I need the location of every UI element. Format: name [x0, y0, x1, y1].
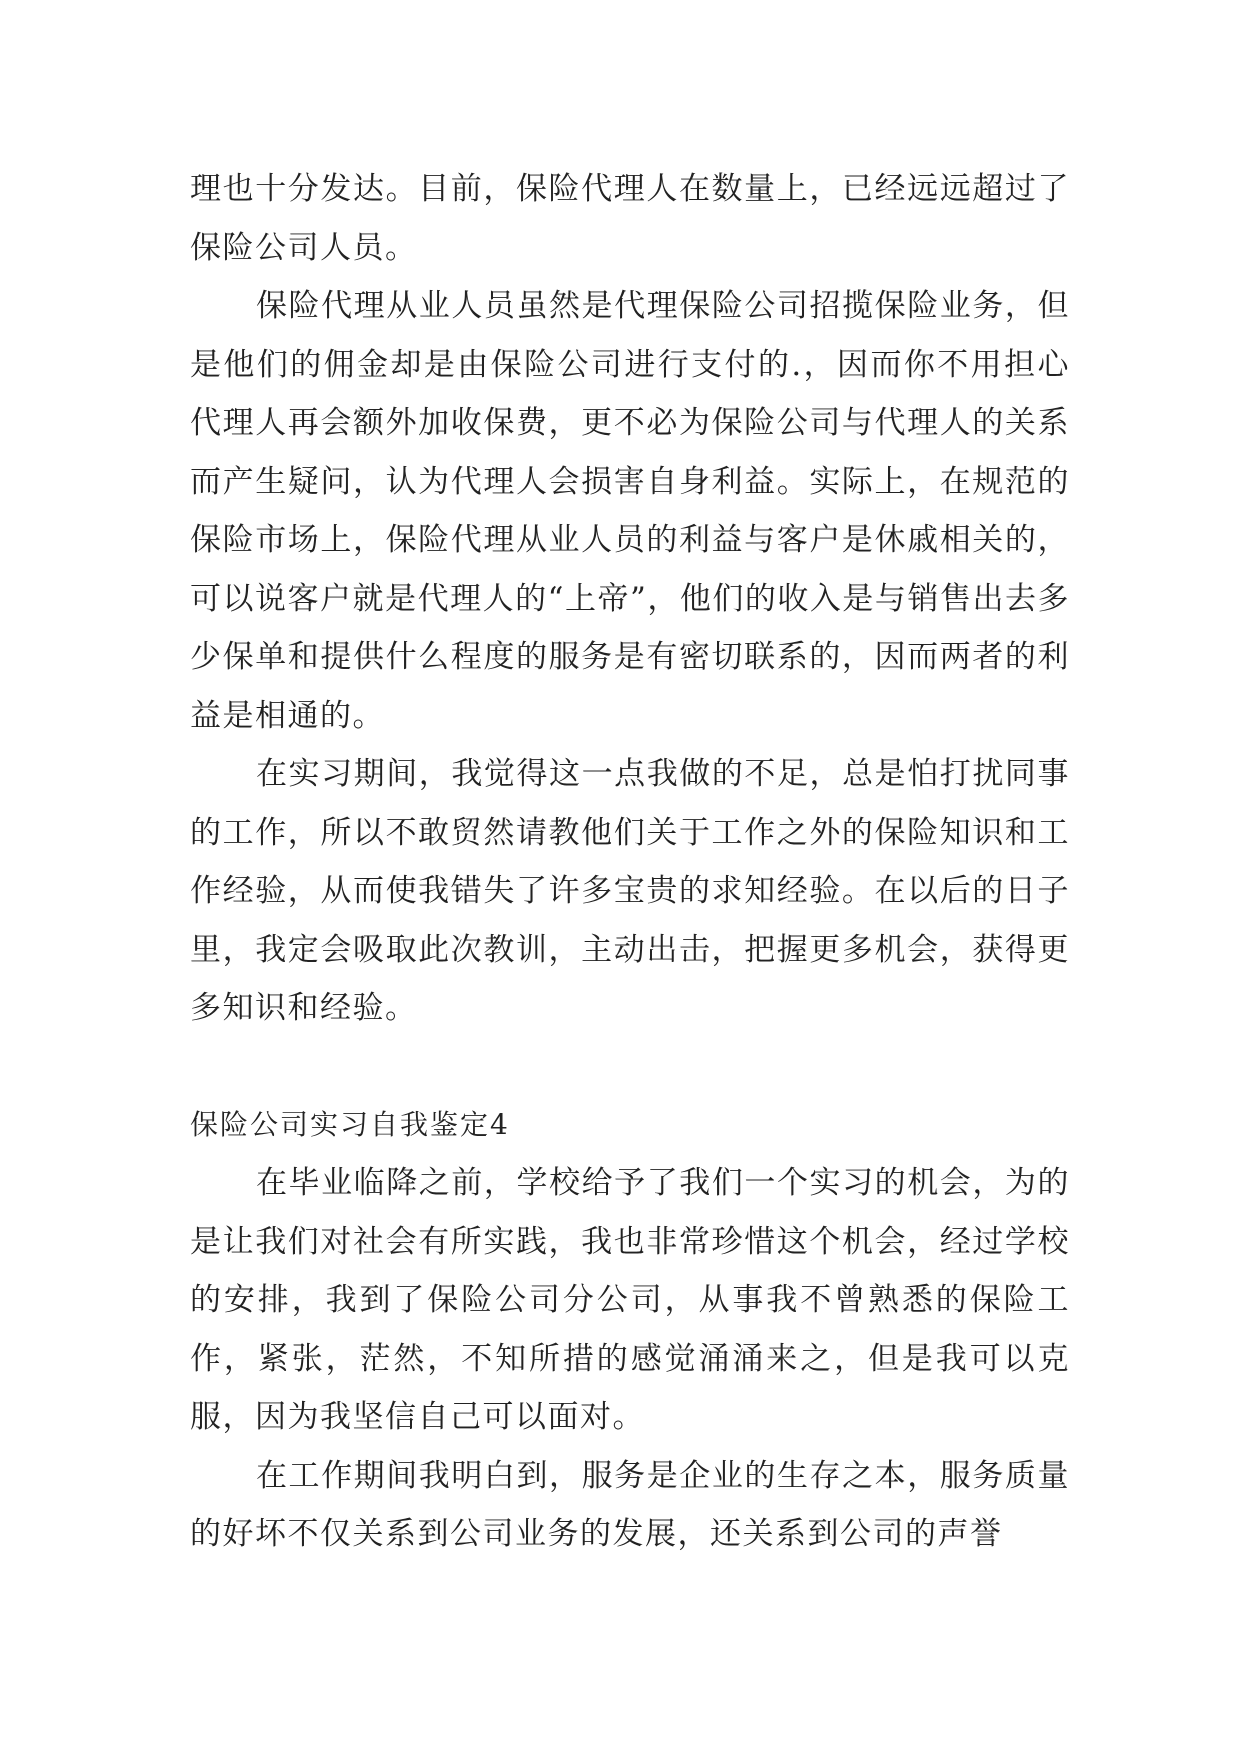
paragraph-agent-commission: 保险代理从业人员虽然是代理保险公司招揽保险业务，但是他们的佣金却是由保险公司进行支付的.，因而你不用担心代理人再会额外加收保费，更不必为保险公司与代理人的关系而产生疑问，认为代理人会损害自身利益。实际上，在规范的保险市场上，保险代理从业人员的利益与客户是休戚相关的，可以说客户就是代理人的“上帝”，他们的收入是与销售出去多少保单和提供什么程度的服务是有密切联系的，因而两者的利益是相通的。: [190, 288, 1070, 734]
section-title: 保险公司实习自我鉴定4: [190, 1107, 510, 1141]
paragraph-internship-opportunity: 在毕业临降之前，学校给予了我们一个实习的机会，为的是让我们对社会有所实践，我也非常珍惜这个机会，经过学校的安排，我到了保险公司分公司，从事我不曾熟悉的保险工作，紧张，茫然，不知所措的感觉涌涌来之，但是我可以克服，因为我坚信自己可以面对。: [190, 1165, 1070, 1435]
paragraph-internship-shortcoming: 在实习期间，我觉得这一点我做的不足，总是怕打扰同事的工作，所以不敢贸然请教他们关于工作之外的保险知识和工作经验，从而使我错失了许多宝贵的求知经验。在以后的日子里，我定会吸取此次教训，主动出击，把握更多机会，获得更多知识和经验。: [190, 756, 1070, 1026]
paragraph-service-quality: 在工作期间我明白到，服务是企业的生存之本，服务质量的好坏不仅关系到公司业务的发展，还关系到公司的声誉: [190, 1457, 1070, 1552]
paragraph-continuation: 理也十分发达。目前，保险代理人在数量上，已经远远超过了保险公司人员。: [190, 171, 1070, 266]
document-body: [190, 160, 1070, 1564]
